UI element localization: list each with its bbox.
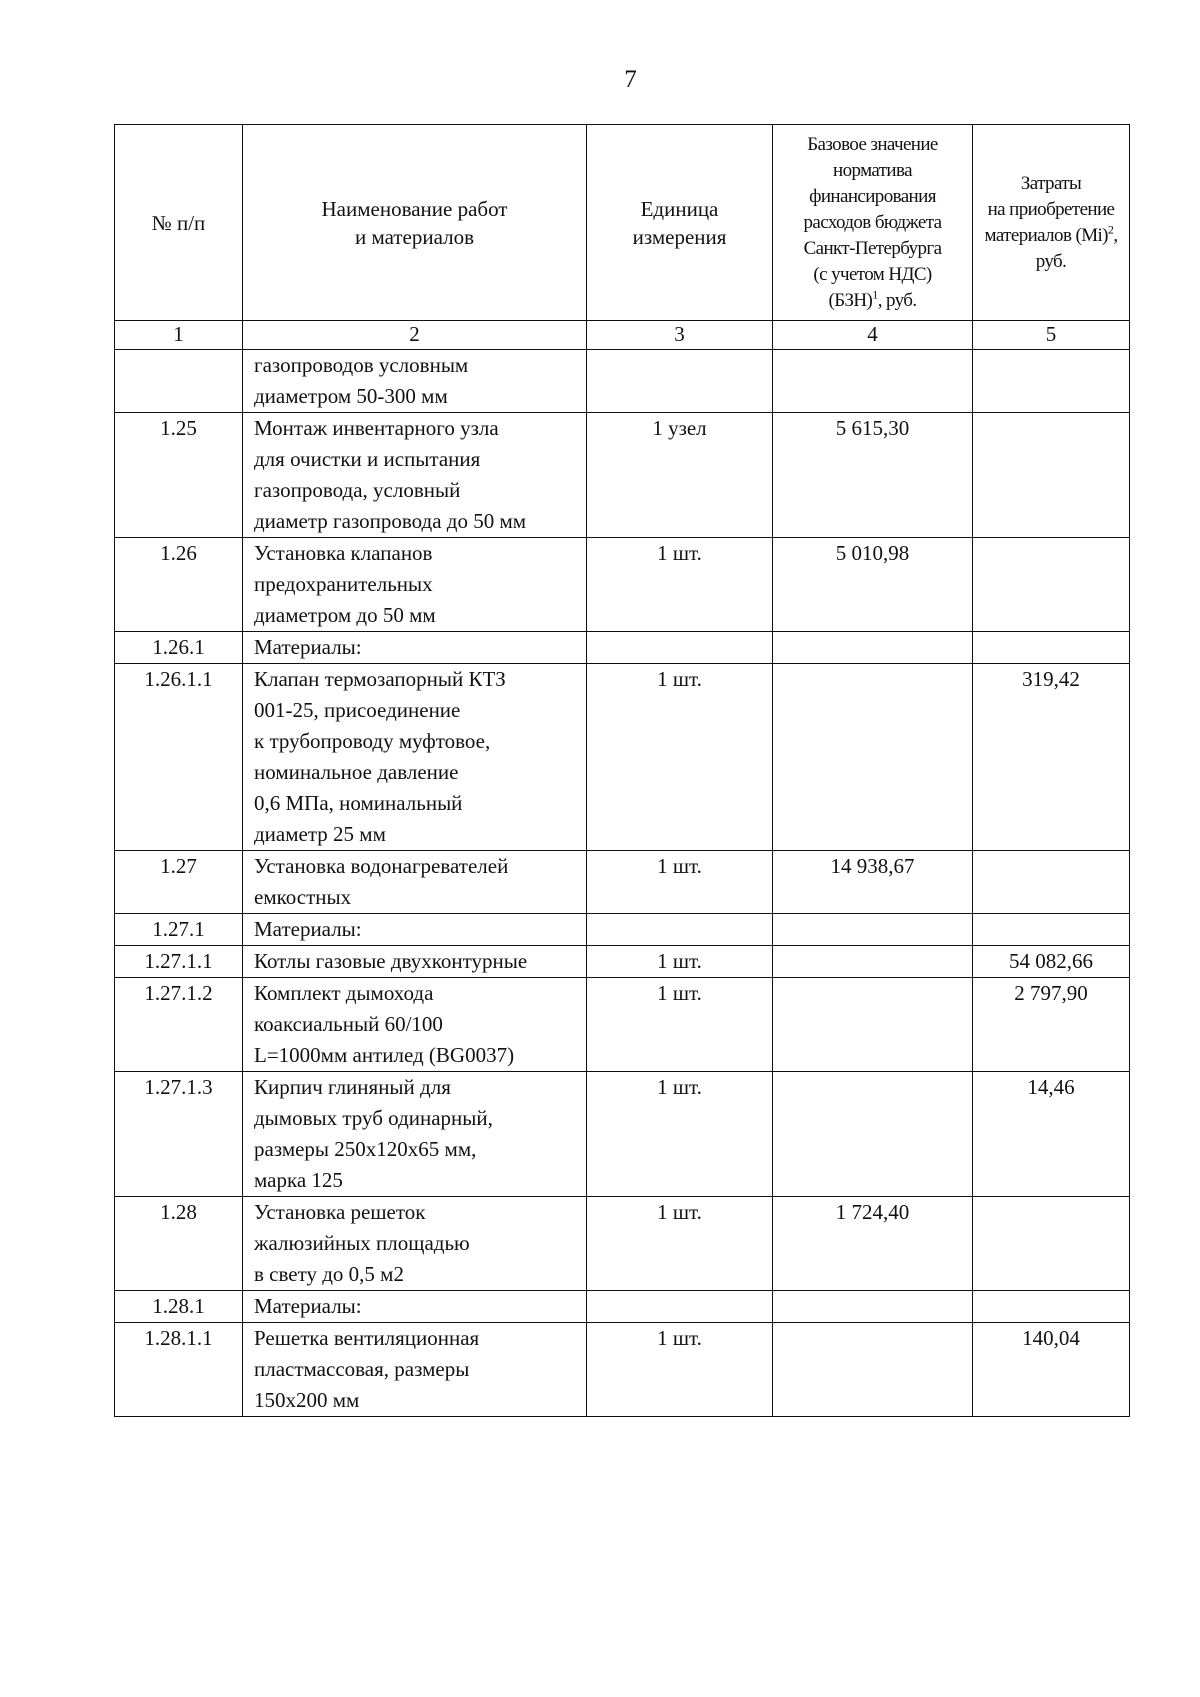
row-unit: 1 шт. xyxy=(587,664,773,851)
row-unit: 1 шт. xyxy=(587,1072,773,1197)
row-number: 1.27.1.3 xyxy=(115,1072,243,1197)
row-base-value: 5 010,98 xyxy=(773,538,973,632)
row-name: Установка клапанов предохранительных диаметром до 50 мм xyxy=(243,538,587,632)
column-number: 5 xyxy=(973,321,1130,350)
table-row xyxy=(115,413,1130,538)
table-row xyxy=(115,1197,1130,1291)
row-material-cost xyxy=(973,1291,1130,1323)
row-base-value: 14 938,67 xyxy=(773,851,973,914)
row-unit xyxy=(587,914,773,946)
row-name: Монтаж инвентарного узла для очистки и испытания газопровода, условный диаметр газопровода до 50 мм xyxy=(243,413,587,538)
row-material-cost: 2 797,90 xyxy=(973,978,1130,1072)
table-row xyxy=(115,1072,1130,1197)
row-material-cost: 54 082,66 xyxy=(973,946,1130,978)
header-row xyxy=(115,125,1130,321)
row-name: газопроводов условным диаметром 50-300 мм xyxy=(243,350,587,413)
row-name: Материалы: xyxy=(243,1291,587,1323)
table-row xyxy=(115,914,1130,946)
row-number: 1.27.1.2 xyxy=(115,978,243,1072)
row-name: Материалы: xyxy=(243,914,587,946)
header-number: № п/п xyxy=(115,125,243,321)
cost-table xyxy=(114,124,1130,1417)
row-number: 1.26.1 xyxy=(115,632,243,664)
page-number: 7 xyxy=(624,66,637,93)
table-row xyxy=(115,632,1130,664)
header-name: Наименование работ и материалов xyxy=(243,125,587,321)
row-material-cost: 319,42 xyxy=(973,664,1130,851)
row-base-value xyxy=(773,1291,973,1323)
row-number: 1.28.1.1 xyxy=(115,1323,243,1417)
row-name: Решетка вентиляционная пластмассовая, размеры 150х200 мм xyxy=(243,1323,587,1417)
header-material-costs: Затраты на приобретение материалов $(Mi)^2$, руб. xyxy=(973,125,1130,321)
column-number: 3 xyxy=(587,321,773,350)
table-row xyxy=(115,946,1130,978)
row-base-value xyxy=(773,1072,973,1197)
row-unit: 1 шт. xyxy=(587,1323,773,1417)
row-name: Комплект дымохода коаксиальный 60/100 L=1000мм антилед (BG0037) xyxy=(243,978,587,1072)
row-unit: 1 узел xyxy=(587,413,773,538)
row-unit xyxy=(587,350,773,413)
row-base-value: 1 724,40 xyxy=(773,1197,973,1291)
row-base-value xyxy=(773,632,973,664)
header-base-value: Базовое значение норматива финансирования расходов бюджета Санкт-Петербурга (с учетом НДС) (БЗН)$^1$, руб. xyxy=(773,125,973,321)
row-name: Установка водонагревателей емкостных xyxy=(243,851,587,914)
row-material-cost xyxy=(973,413,1130,538)
table-row xyxy=(115,978,1130,1072)
row-base-value xyxy=(773,946,973,978)
row-name: Материалы: xyxy=(243,632,587,664)
row-material-cost xyxy=(973,350,1130,413)
row-base-value xyxy=(773,978,973,1072)
table-row xyxy=(115,538,1130,632)
table-row xyxy=(115,350,1130,413)
row-base-value: 5 615,30 xyxy=(773,413,973,538)
row-number: 1.28.1 xyxy=(115,1291,243,1323)
column-number: 1 xyxy=(115,321,243,350)
table-row xyxy=(115,664,1130,851)
header-unit: Единица измерения xyxy=(587,125,773,321)
row-unit: 1 шт. xyxy=(587,946,773,978)
row-unit: 1 шт. xyxy=(587,538,773,632)
row-material-cost xyxy=(973,632,1130,664)
row-unit: 1 шт. xyxy=(587,978,773,1072)
row-number: 1.27.1 xyxy=(115,914,243,946)
row-number: 1.28 xyxy=(115,1197,243,1291)
table-row xyxy=(115,1323,1130,1417)
row-base-value xyxy=(773,914,973,946)
row-number: 1.26 xyxy=(115,538,243,632)
row-material-cost xyxy=(973,538,1130,632)
row-material-cost xyxy=(973,851,1130,914)
row-number: 1.27 xyxy=(115,851,243,914)
column-number: 2 xyxy=(243,321,587,350)
row-material-cost xyxy=(973,1197,1130,1291)
row-base-value xyxy=(773,664,973,851)
column-number-row xyxy=(115,321,1130,350)
row-number: 1.25 xyxy=(115,413,243,538)
row-unit: 1 шт. xyxy=(587,851,773,914)
row-material-cost: 140,04 xyxy=(973,1323,1130,1417)
row-base-value xyxy=(773,350,973,413)
row-name: Котлы газовые двухконтурные xyxy=(243,946,587,978)
row-unit xyxy=(587,632,773,664)
row-number: 1.27.1.1 xyxy=(115,946,243,978)
row-material-cost xyxy=(973,914,1130,946)
row-unit: 1 шт. xyxy=(587,1197,773,1291)
row-name: Клапан термозапорный КТЗ 001-25, присоединение к трубопроводу муфтовое, номинальное давление 0,6 МПа, номинальный диаметр 25 мм xyxy=(243,664,587,851)
table-row xyxy=(115,851,1130,914)
row-number xyxy=(115,350,243,413)
row-material-cost: 14,46 xyxy=(973,1072,1130,1197)
row-number: 1.26.1.1 xyxy=(115,664,243,851)
row-name: Кирпич глиняный для дымовых труб одинарный, размеры 250х120х65 мм, марка 125 xyxy=(243,1072,587,1197)
row-base-value xyxy=(773,1323,973,1417)
row-name: Установка решеток жалюзийных площадью в свету до 0,5 м2 xyxy=(243,1197,587,1291)
column-number: 4 xyxy=(773,321,973,350)
table-row xyxy=(115,1291,1130,1323)
row-unit xyxy=(587,1291,773,1323)
